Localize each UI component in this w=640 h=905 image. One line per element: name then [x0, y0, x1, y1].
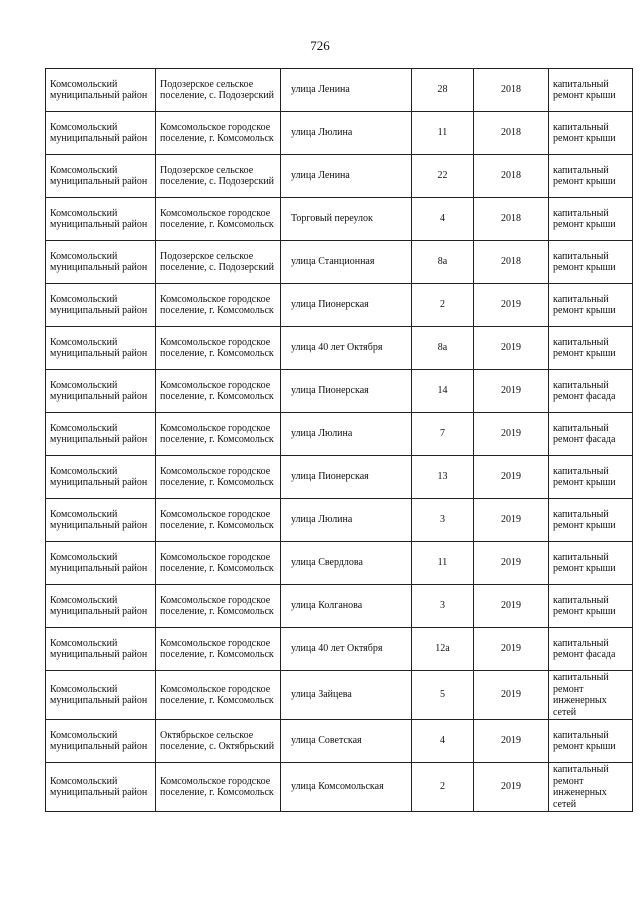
district-cell: Комсомольский муниципальный район — [46, 112, 156, 155]
house-number-cell: 8а — [412, 241, 474, 284]
district-cell: Комсомольский муниципальный район — [46, 763, 156, 812]
settlement-cell: Комсомольское городское поселение, г. Комсомольск — [156, 456, 281, 499]
table-row — [46, 198, 633, 241]
work-type-cell: капитальный ремонт крыши — [549, 456, 633, 499]
table-row — [46, 628, 633, 671]
settlement-cell: Подозерское сельское поселение, с. Подозерский — [156, 241, 281, 284]
year-cell: 2018 — [474, 112, 549, 155]
settlement-cell: Комсомольское городское поселение, г. Комсомольск — [156, 284, 281, 327]
house-number-cell: 7 — [412, 413, 474, 456]
work-type-cell: капитальный ремонт фасада — [549, 628, 633, 671]
settlement-cell: Комсомольское городское поселение, г. Комсомольск — [156, 542, 281, 585]
street-cell: Торговый переулок — [281, 198, 412, 241]
street-cell: улица Люлина — [281, 112, 412, 155]
year-cell: 2019 — [474, 499, 549, 542]
street-cell: улица Комсомольская — [281, 763, 412, 812]
street-cell: улица Станционная — [281, 241, 412, 284]
street-cell: улица Пионерская — [281, 370, 412, 413]
house-number-cell: 4 — [412, 720, 474, 763]
house-number-cell: 28 — [412, 69, 474, 112]
house-number-cell: 12а — [412, 628, 474, 671]
year-cell: 2019 — [474, 284, 549, 327]
work-type-cell: капитальный ремонт инженерных сетей — [549, 763, 633, 812]
street-cell: улица Ленина — [281, 155, 412, 198]
district-cell: Комсомольский муниципальный район — [46, 720, 156, 763]
year-cell: 2019 — [474, 413, 549, 456]
table-row — [46, 241, 633, 284]
district-cell: Комсомольский муниципальный район — [46, 69, 156, 112]
house-number-cell: 11 — [412, 542, 474, 585]
table-row — [46, 585, 633, 628]
year-cell: 2019 — [474, 720, 549, 763]
work-type-cell: капитальный ремонт инженерных сетей — [549, 671, 633, 720]
table-row — [46, 671, 633, 720]
settlement-cell: Комсомольское городское поселение, г. Комсомольск — [156, 413, 281, 456]
street-cell: улица Свердлова — [281, 542, 412, 585]
street-cell: улица Зайцева — [281, 671, 412, 720]
house-number-cell: 5 — [412, 671, 474, 720]
district-cell: Комсомольский муниципальный район — [46, 413, 156, 456]
work-type-cell: капитальный ремонт крыши — [549, 155, 633, 198]
street-cell: улица Люлина — [281, 413, 412, 456]
settlement-cell: Комсомольское городское поселение, г. Комсомольск — [156, 327, 281, 370]
table-body — [46, 69, 633, 812]
year-cell: 2018 — [474, 198, 549, 241]
house-number-cell: 8а — [412, 327, 474, 370]
district-cell: Комсомольский муниципальный район — [46, 241, 156, 284]
settlement-cell: Комсомольское городское поселение, г. Комсомольск — [156, 763, 281, 812]
district-cell: Комсомольский муниципальный район — [46, 542, 156, 585]
house-number-cell: 4 — [412, 198, 474, 241]
work-type-cell: капитальный ремонт крыши — [549, 542, 633, 585]
work-type-cell: капитальный ремонт крыши — [549, 241, 633, 284]
settlement-cell: Подозерское сельское поселение, с. Подозерский — [156, 155, 281, 198]
year-cell: 2019 — [474, 671, 549, 720]
repair-schedule-table — [45, 68, 633, 812]
settlement-cell: Комсомольское городское поселение, г. Комсомольск — [156, 370, 281, 413]
district-cell: Комсомольский муниципальный район — [46, 628, 156, 671]
district-cell: Комсомольский муниципальный район — [46, 198, 156, 241]
work-type-cell: капитальный ремонт крыши — [549, 198, 633, 241]
house-number-cell: 14 — [412, 370, 474, 413]
table-row — [46, 370, 633, 413]
settlement-cell: Октябрьское сельское поселение, с. Октябрьский — [156, 720, 281, 763]
table-row — [46, 327, 633, 370]
district-cell: Комсомольский муниципальный район — [46, 671, 156, 720]
house-number-cell: 11 — [412, 112, 474, 155]
street-cell: улица Ленина — [281, 69, 412, 112]
district-cell: Комсомольский муниципальный район — [46, 155, 156, 198]
district-cell: Комсомольский муниципальный район — [46, 327, 156, 370]
settlement-cell: Комсомольское городское поселение, г. Комсомольск — [156, 198, 281, 241]
street-cell: улица 40 лет Октября — [281, 628, 412, 671]
table-row — [46, 720, 633, 763]
settlement-cell: Комсомольское городское поселение, г. Комсомольск — [156, 628, 281, 671]
year-cell: 2019 — [474, 542, 549, 585]
street-cell: улица Пионерская — [281, 456, 412, 499]
house-number-cell: 2 — [412, 763, 474, 812]
district-cell: Комсомольский муниципальный район — [46, 456, 156, 499]
settlement-cell: Комсомольское городское поселение, г. Комсомольск — [156, 112, 281, 155]
work-type-cell: капитальный ремонт крыши — [549, 720, 633, 763]
settlement-cell: Подозерское сельское поселение, с. Подозерский — [156, 69, 281, 112]
street-cell: улица Люлина — [281, 499, 412, 542]
table-row — [46, 456, 633, 499]
table-row — [46, 69, 633, 112]
house-number-cell: 2 — [412, 284, 474, 327]
district-cell: Комсомольский муниципальный район — [46, 370, 156, 413]
year-cell: 2019 — [474, 763, 549, 812]
house-number-cell: 22 — [412, 155, 474, 198]
year-cell: 2018 — [474, 241, 549, 284]
table-row — [46, 413, 633, 456]
house-number-cell: 3 — [412, 499, 474, 542]
work-type-cell: капитальный ремонт крыши — [549, 112, 633, 155]
work-type-cell: капитальный ремонт крыши — [549, 327, 633, 370]
work-type-cell: капитальный ремонт крыши — [549, 284, 633, 327]
work-type-cell: капитальный ремонт крыши — [549, 499, 633, 542]
street-cell: улица Советская — [281, 720, 412, 763]
district-cell: Комсомольский муниципальный район — [46, 499, 156, 542]
year-cell: 2019 — [474, 628, 549, 671]
house-number-cell: 13 — [412, 456, 474, 499]
table-row — [46, 542, 633, 585]
work-type-cell: капитальный ремонт крыши — [549, 69, 633, 112]
work-type-cell: капитальный ремонт фасада — [549, 370, 633, 413]
year-cell: 2019 — [474, 327, 549, 370]
work-type-cell: капитальный ремонт крыши — [549, 585, 633, 628]
house-number-cell: 3 — [412, 585, 474, 628]
work-type-cell: капитальный ремонт фасада — [549, 413, 633, 456]
settlement-cell: Комсомольское городское поселение, г. Комсомольск — [156, 671, 281, 720]
table-row — [46, 284, 633, 327]
table-row — [46, 155, 633, 198]
table-row — [46, 499, 633, 542]
settlement-cell: Комсомольское городское поселение, г. Комсомольск — [156, 499, 281, 542]
street-cell: улица Пионерская — [281, 284, 412, 327]
year-cell: 2019 — [474, 456, 549, 499]
table-row — [46, 763, 633, 812]
settlement-cell: Комсомольское городское поселение, г. Комсомольск — [156, 585, 281, 628]
year-cell: 2018 — [474, 69, 549, 112]
year-cell: 2019 — [474, 370, 549, 413]
street-cell: улица Колганова — [281, 585, 412, 628]
street-cell: улица 40 лет Октября — [281, 327, 412, 370]
district-cell: Комсомольский муниципальный район — [46, 284, 156, 327]
district-cell: Комсомольский муниципальный район — [46, 585, 156, 628]
year-cell: 2019 — [474, 585, 549, 628]
page-number: 726 — [310, 38, 330, 53]
table-row — [46, 112, 633, 155]
year-cell: 2018 — [474, 155, 549, 198]
